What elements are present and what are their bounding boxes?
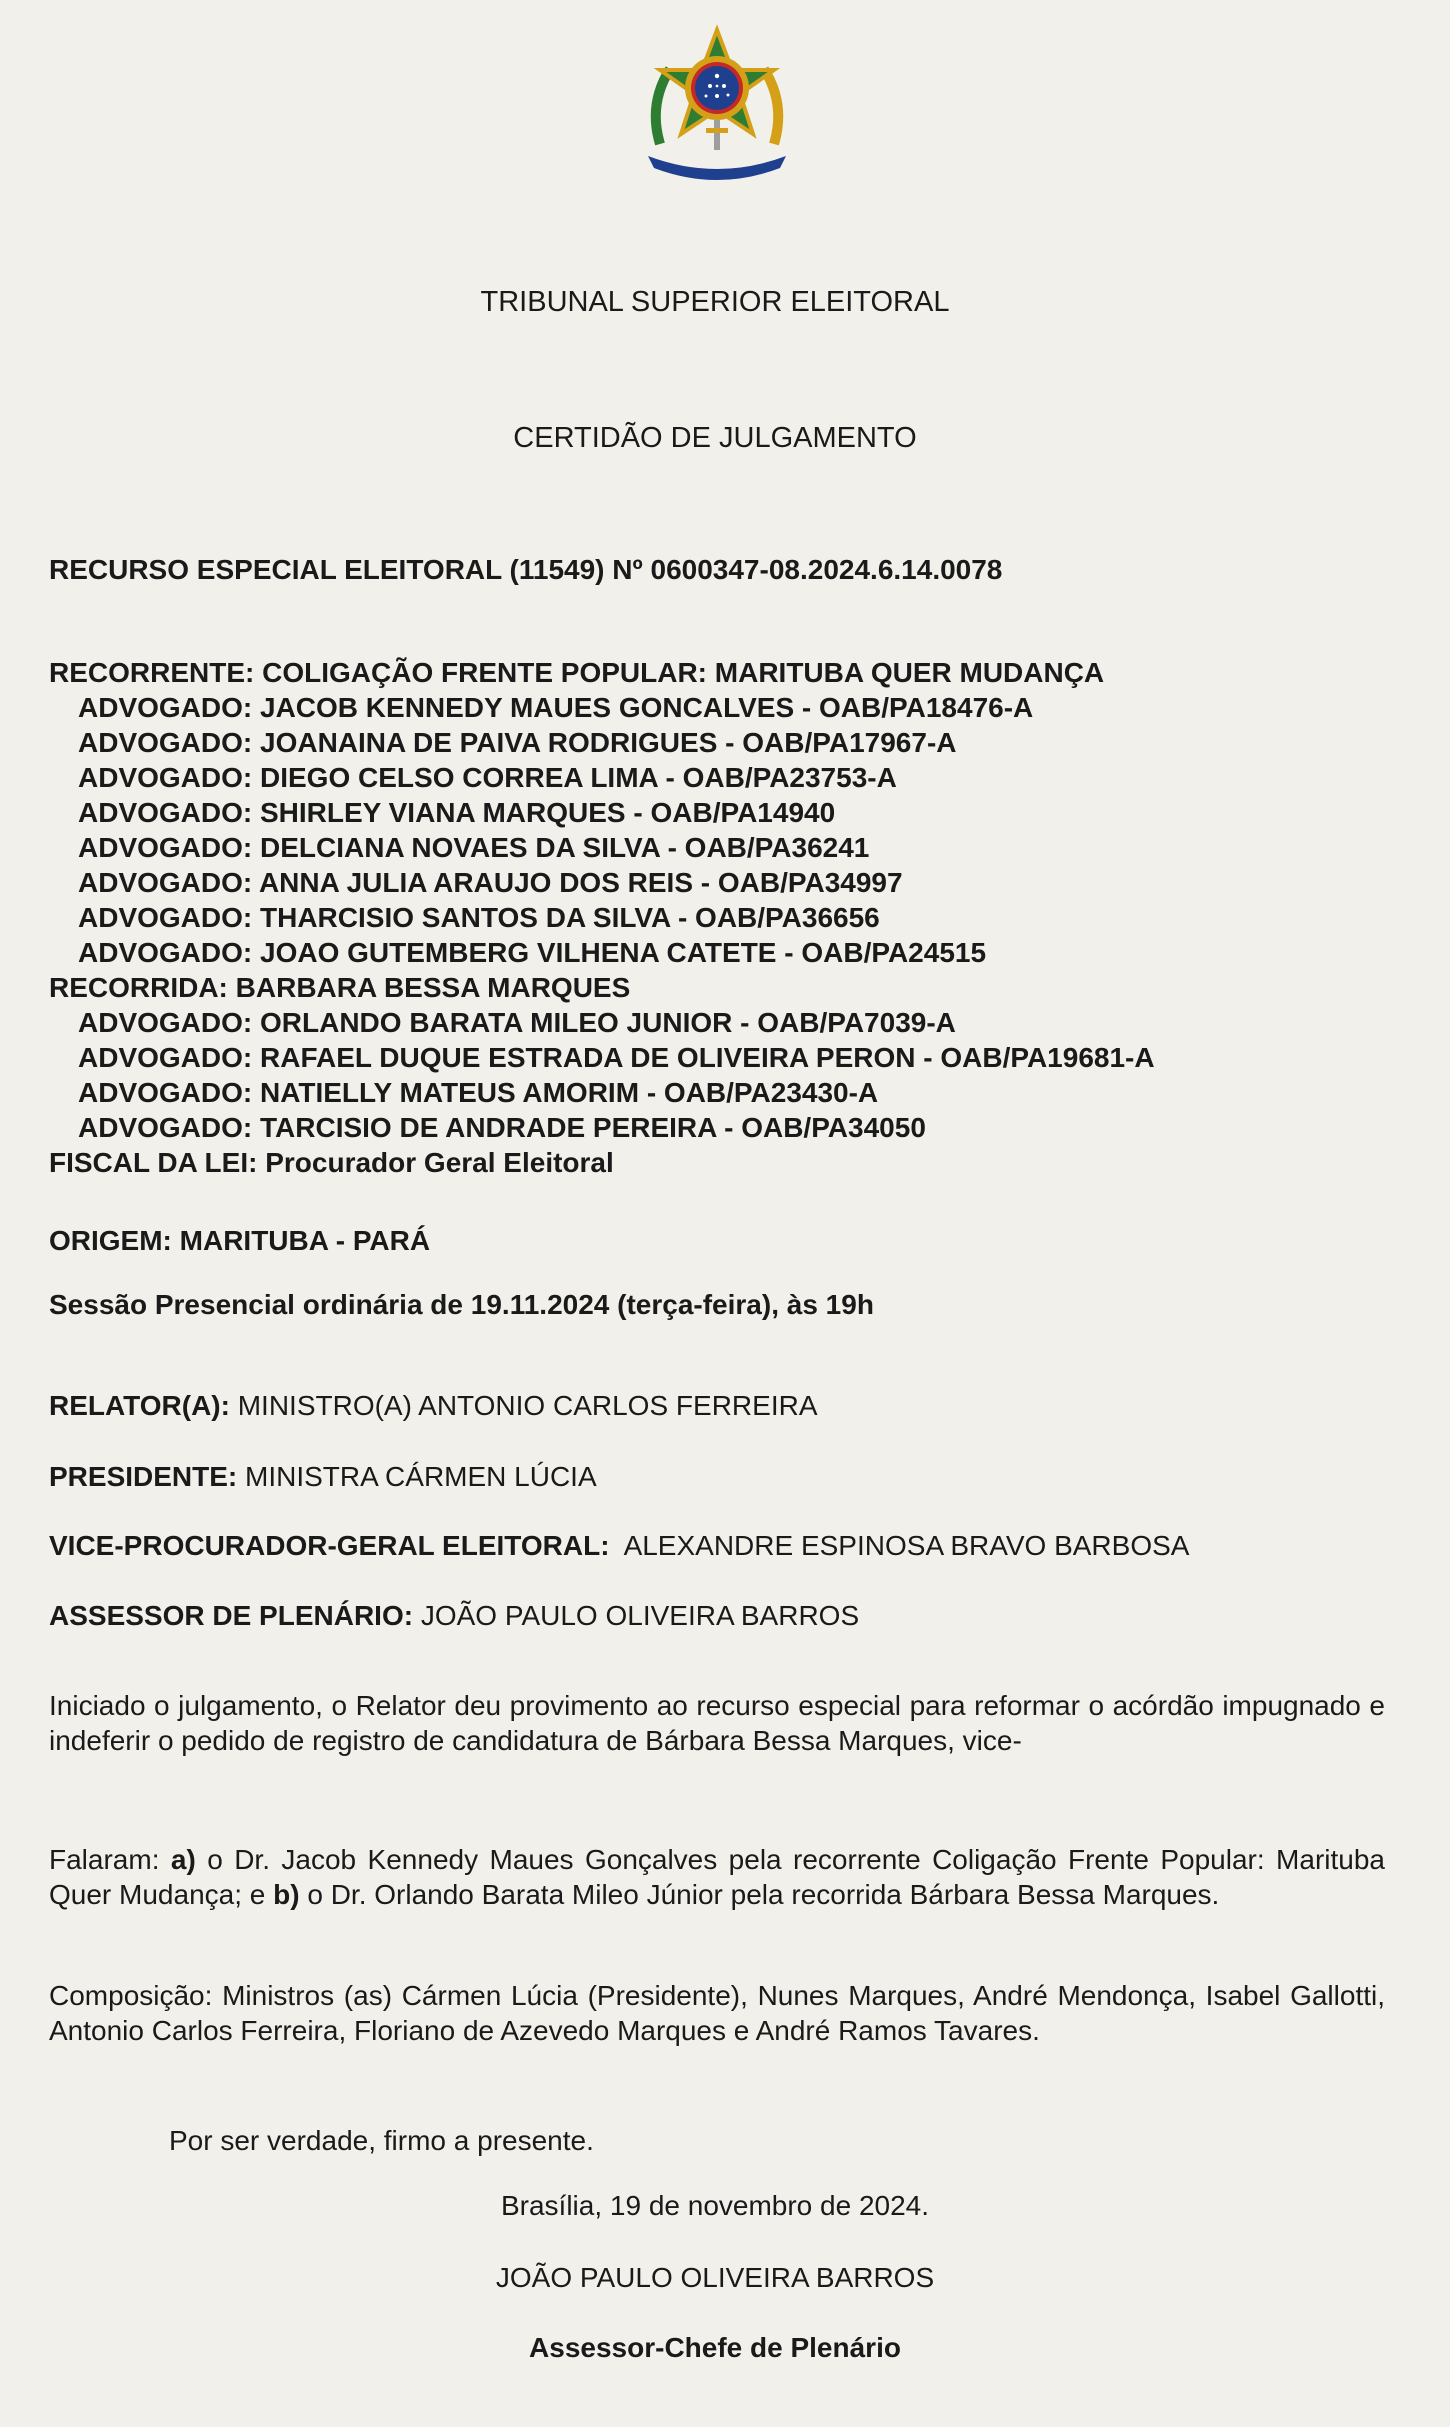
composicao-paragraph: Composição: Ministros (as) Cármen Lúcia (Presidente), Nunes Marques, André Mendonça, Isabel Gallotti, Antonio Carlos Ferreira, Floriano de Azevedo Marques e André Ramos Tavares. xyxy=(49,1980,1385,2046)
certificate-title: CERTIDÃO DE JULGAMENTO xyxy=(513,422,917,454)
brazil-coat-of-arms-emblem xyxy=(640,24,794,182)
lawyer-line: ADVOGADO: THARCISIO SANTOS DA SILVA - OAB/PA36656 xyxy=(78,902,880,933)
place-date: Brasília, 19 de novembro de 2024. xyxy=(500,2190,930,2221)
falaram-item-a: a) xyxy=(170,1844,196,1875)
assessor-label: ASSESSOR DE PLENÁRIO: xyxy=(49,1600,414,1631)
presidente-value: MINISTRA CÁRMEN LÚCIA xyxy=(245,1461,597,1492)
lawyer-line: ADVOGADO: JOANAINA DE PAIVA RODRIGUES - OAB/PA17967-A xyxy=(78,727,957,758)
parties-block xyxy=(49,655,1155,1180)
court-name: TRIBUNAL SUPERIOR ELEITORAL xyxy=(480,286,950,318)
lawyer-line: ADVOGADO: DELCIANA NOVAES DA SILVA - OAB/PA36241 xyxy=(78,832,870,863)
relator-line xyxy=(49,1390,818,1422)
lawyer-line: ADVOGADO: ANNA JULIA ARAUJO DOS REIS - OAB/PA34997 xyxy=(78,867,903,898)
signer-role: Assessor-Chefe de Plenário xyxy=(529,2332,901,2363)
lawyer-line: ADVOGADO: TARCISIO DE ANDRADE PEREIRA - OAB/PA34050 xyxy=(78,1112,926,1143)
lawyer-line: ADVOGADO: RAFAEL DUQUE ESTRADA DE OLIVEIRA PERON - OAB/PA19681-A xyxy=(78,1042,1155,1073)
origem-line: ORIGEM: MARITUBA - PARÁ xyxy=(49,1225,431,1256)
lawyer-line: ADVOGADO: JOAO GUTEMBERG VILHENA CATETE - OAB/PA24515 xyxy=(78,937,987,968)
falaram-paragraph xyxy=(49,1842,1385,1912)
presidente-label: PRESIDENTE: xyxy=(49,1461,238,1492)
closing-statement: Por ser verdade, firmo a presente. xyxy=(169,2125,594,2156)
julgamento-paragraph: Iniciado o julgamento, o Relator deu provimento ao recurso especial para reformar o acórdão impugnado e indeferir o pedido de registro de candidatura de Bárbara Bessa Marques, vice- xyxy=(49,1690,1385,1756)
lawyer-line: ADVOGADO: NATIELLY MATEUS AMORIM - OAB/PA23430-A xyxy=(78,1077,879,1108)
vice-procurador-label: VICE-PROCURADOR-GERAL ELEITORAL: xyxy=(49,1530,610,1561)
vice-procurador-line xyxy=(49,1530,1189,1562)
lawyer-line: ADVOGADO: JACOB KENNEDY MAUES GONCALVES - OAB/PA18476-A xyxy=(78,692,1034,723)
sessao-line: Sessão Presencial ordinária de 19.11.2024 (terça-feira), às 19h xyxy=(49,1289,874,1320)
presidente-line xyxy=(49,1461,597,1493)
relator-label: RELATOR(A): xyxy=(49,1390,230,1421)
fiscal-line: FISCAL DA LEI: Procurador Geral Eleitoral xyxy=(49,1147,614,1178)
falaram-text: Falaram: xyxy=(49,1844,171,1875)
lawyer-line: ADVOGADO: ORLANDO BARATA MILEO JUNIOR - OAB/PA7039-A xyxy=(78,1007,956,1038)
process-title: RECURSO ESPECIAL ELEITORAL (11549) Nº 0600347-08.2024.6.14.0078 xyxy=(49,554,1003,585)
vice-procurador-value: ALEXANDRE ESPINOSA BRAVO BARBOSA xyxy=(623,1530,1190,1561)
recorrida-line: RECORRIDA: BARBARA BESSA MARQUES xyxy=(49,972,631,1003)
relator-value: MINISTRO(A) ANTONIO CARLOS FERREIRA xyxy=(237,1390,818,1421)
falaram-text: o Dr. Orlando Barata Mileo Júnior pela recorrida Bárbara Bessa Marques. xyxy=(299,1879,1220,1910)
lawyer-line: ADVOGADO: DIEGO CELSO CORREA LIMA - OAB/PA23753-A xyxy=(78,762,897,793)
assessor-value: JOÃO PAULO OLIVEIRA BARROS xyxy=(420,1600,860,1631)
signer-name: JOÃO PAULO OLIVEIRA BARROS xyxy=(495,2262,935,2293)
falaram-text: o Dr. Jacob Kennedy Maues Gonçalves pela recorrente Coligação Frente Popular: Marituba Quer Mudança; e xyxy=(49,1844,1385,1910)
lawyer-line: ADVOGADO: SHIRLEY VIANA MARQUES - OAB/PA14940 xyxy=(78,797,836,828)
recorrente-line: RECORRENTE: COLIGAÇÃO FRENTE POPULAR: MARITUBA QUER MUDANÇA xyxy=(49,657,1105,688)
falaram-item-b: b) xyxy=(273,1879,300,1910)
assessor-line xyxy=(49,1600,859,1632)
